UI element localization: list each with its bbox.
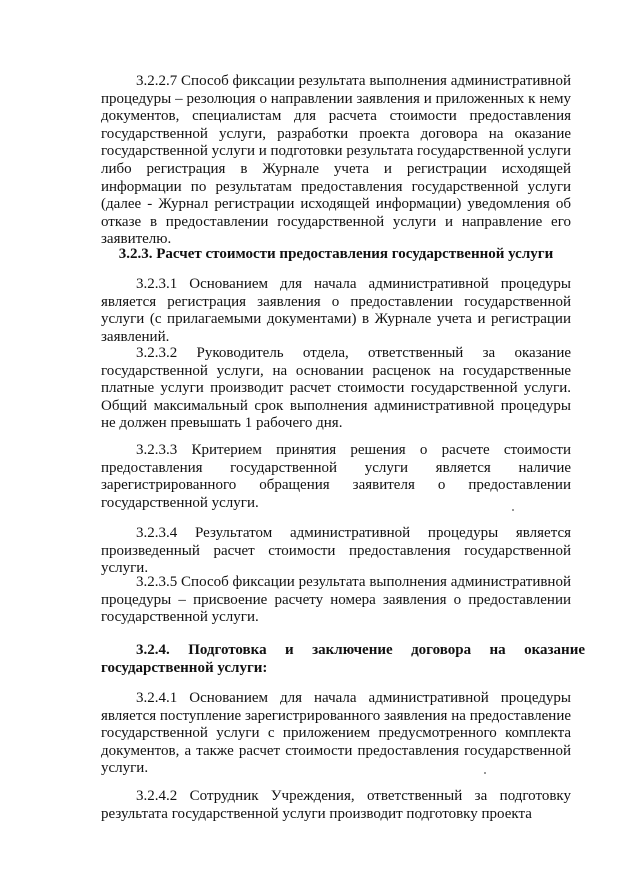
section-heading-3-2-4: 3.2.4. Подготовка и заключение договора на оказание государственной услуги: — [101, 642, 585, 676]
paragraph-3-2-3-5: 3.2.3.5 Способ фиксации результата выполнения административной процедуры – присвоение расчету номера заявления о предоставлении государственной услуги. — [101, 574, 571, 626]
paragraph-3-2-2-7: 3.2.2.7 Способ фиксации результата выполнения административной процедуры – резолюция о направлении заявления и приложенных к нему документов, специалистам для расчета стоимости предоставления государственной услуги, разработки проекта договора на оказание государственной услуги и подготовки результата государственной услуги либо регистрация в Журнале учета и регистрации исходящей информации по результатам предоставления государственной услуги (далее - Журнал регистрации исходящей информации) уведомления об отказе в предоставлении государственной услуги и направление его заявителю. — [101, 73, 571, 248]
section-heading-3-2-3: 3.2.3. Расчет стоимости предоставления государственной услуги — [118, 246, 554, 262]
paragraph-3-2-4-2: 3.2.4.2 Сотрудник Учреждения, ответственный за подготовку результата государственной услуги производит подготовку проекта — [101, 788, 571, 822]
paragraph-3-2-4-1: 3.2.4.1 Основанием для начала административной процедуры является поступление зарегистрированного заявления на предоставление государственной услуги с приложением предусмотренного комплекта документов, а также расчет стоимости предоставления государственной услуги. — [101, 690, 571, 777]
scan-speck — [512, 509, 514, 511]
paragraph-3-2-3-1: 3.2.3.1 Основанием для начала административной процедуры является регистрация заявления о предоставлении государственной услуги (с прилагаемыми документами) в Журнале учета и регистрации заявлений. — [101, 276, 571, 345]
paragraph-3-2-3-2: 3.2.3.2 Руководитель отдела, ответственный за оказание государственной услуги, на основании расценок на государственные платные услуги производит расчет стоимости государственной услуги. Общий максимальный срок выполнения административной процедуры не должен превышать 1 рабочего дня. — [101, 345, 571, 432]
paragraph-3-2-3-3: 3.2.3.3 Критерием принятия решения о расчете стоимости предоставления государственной услуги является наличие зарегистрированного обращения заявителя о предоставлении государственной услуги. — [101, 442, 571, 511]
scan-speck — [484, 772, 486, 774]
paragraph-3-2-3-4: 3.2.3.4 Результатом административной процедуры является произведенный расчет стоимости предоставления государственной услуги. — [101, 525, 571, 577]
